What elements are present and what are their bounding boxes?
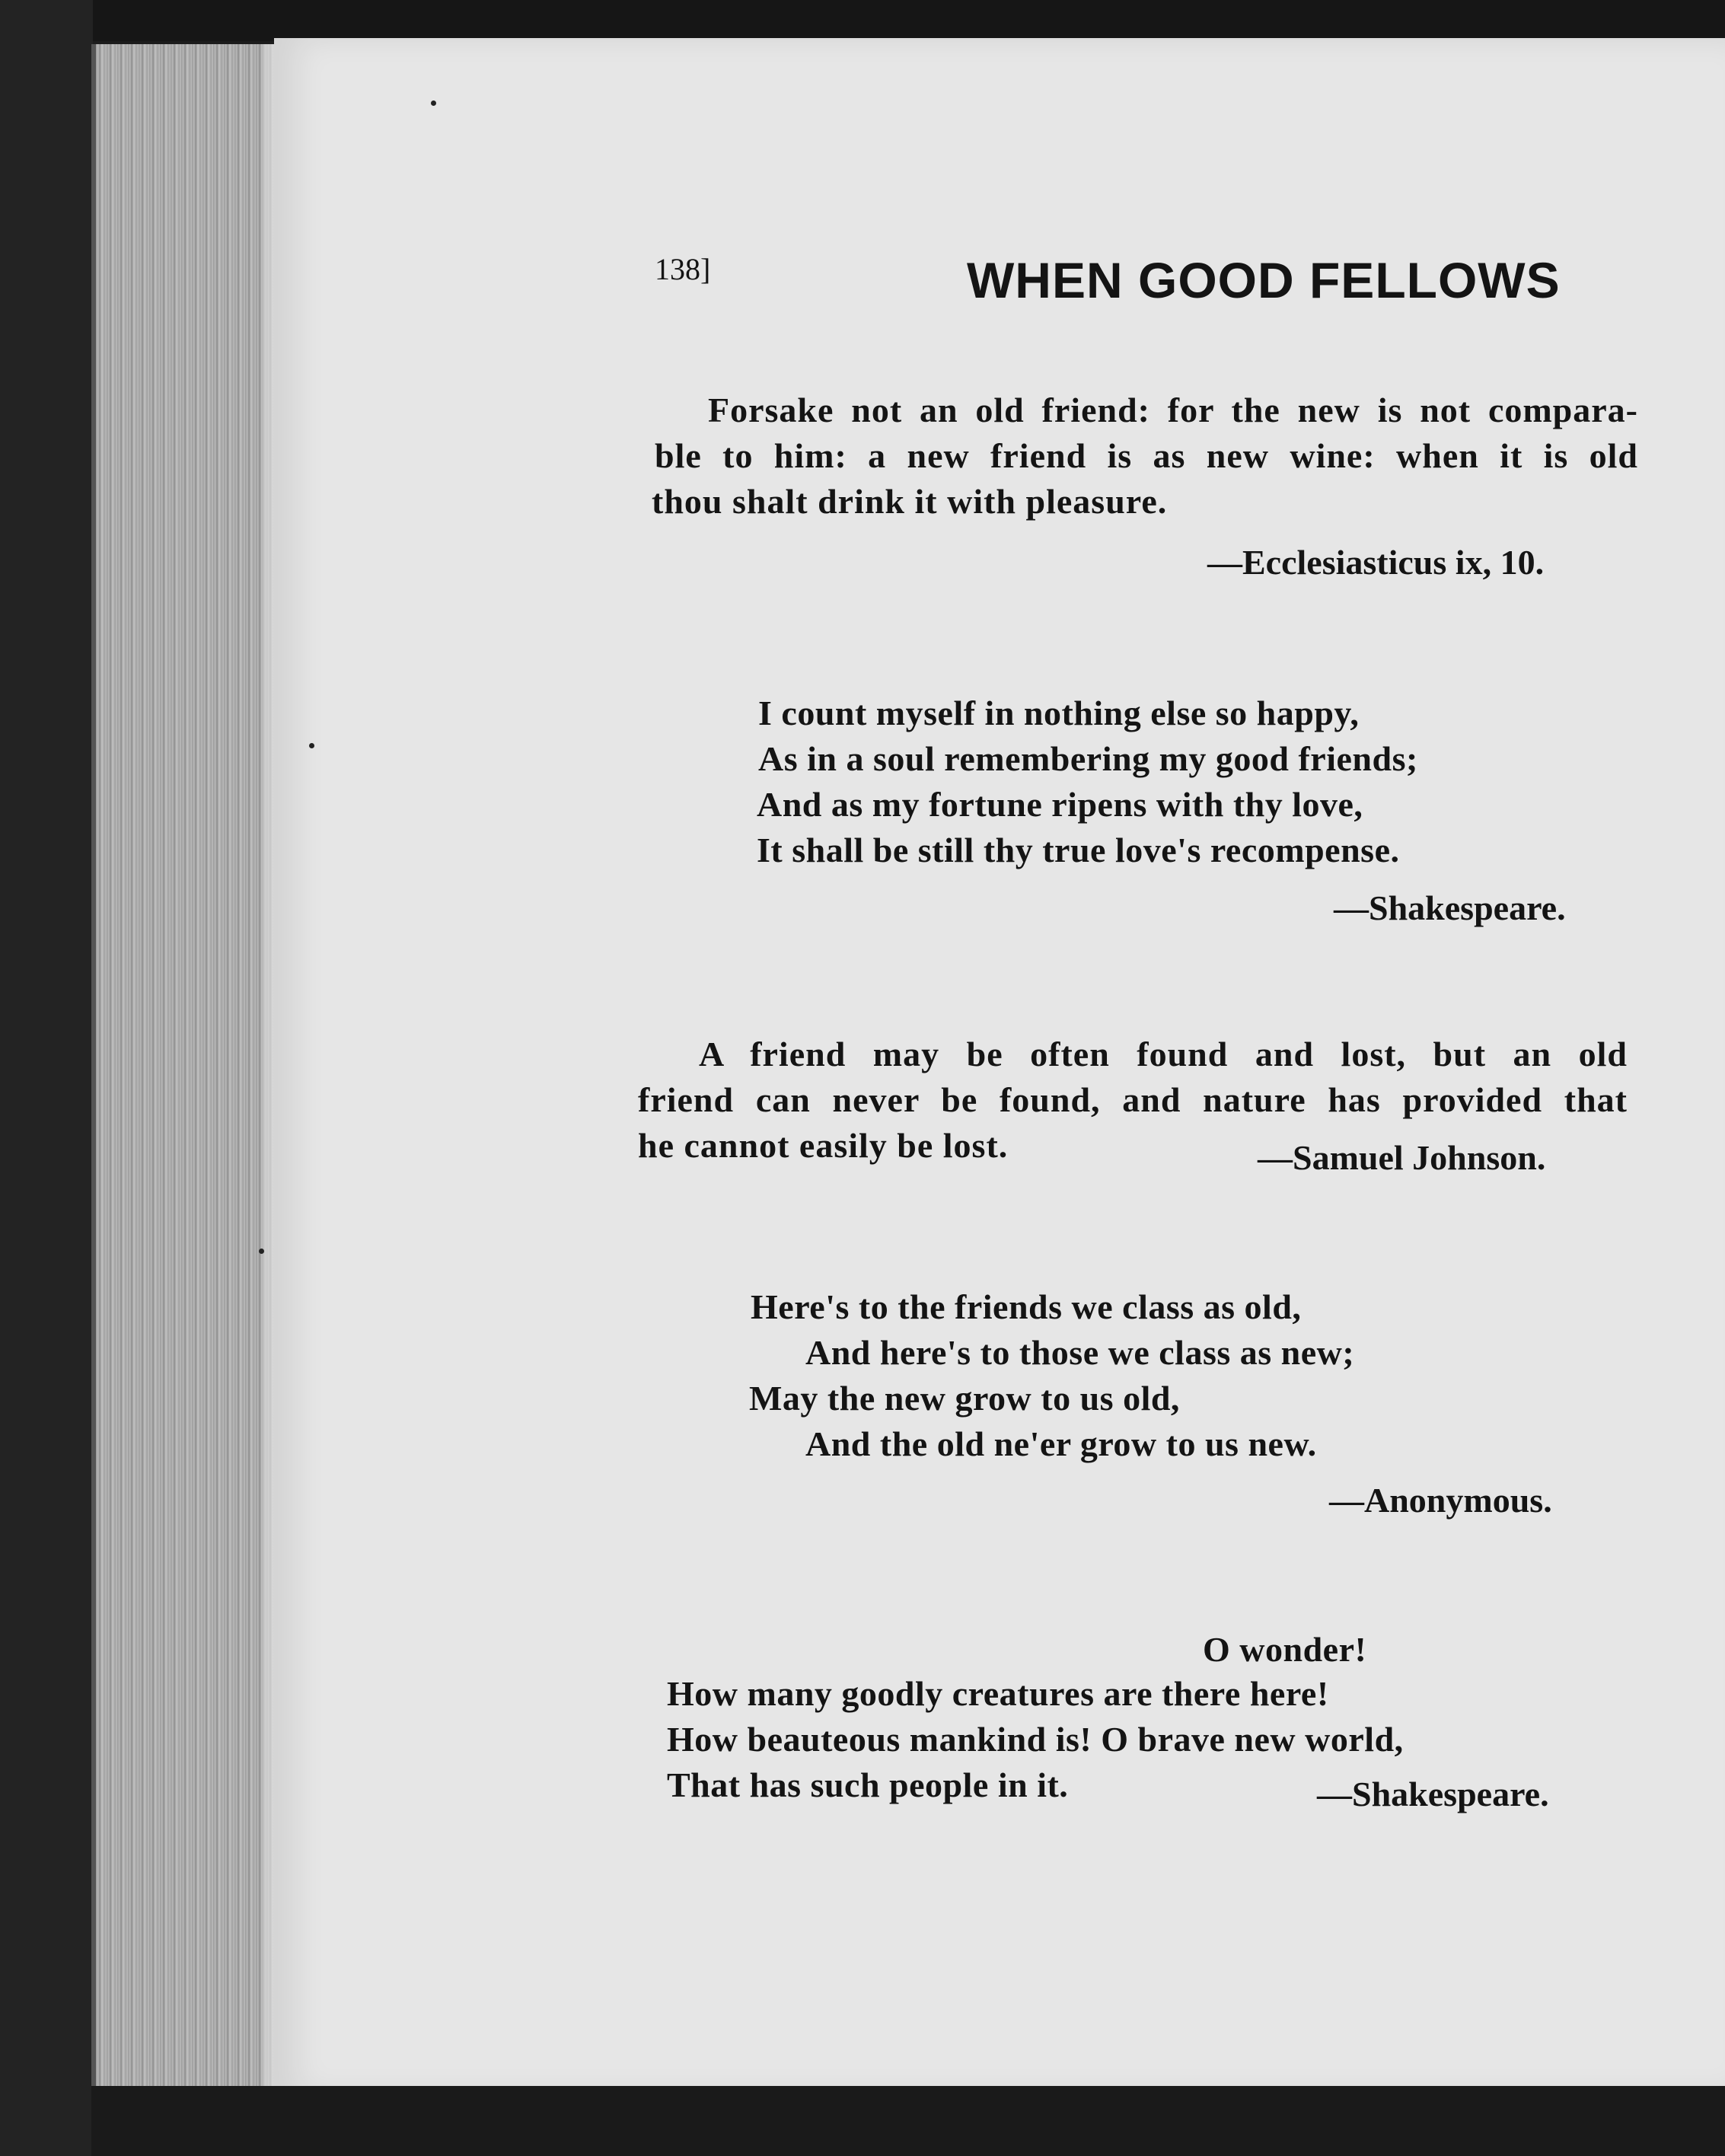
quote-attribution: —Shakespeare. <box>1317 1775 1549 1813</box>
scan-top-border <box>0 0 1725 41</box>
verse-line: May the new grow to us old, <box>749 1379 1180 1418</box>
page-number: 138] <box>655 252 711 286</box>
running-title: WHEN GOOD FELLOWS <box>967 252 1561 308</box>
verse-line: That has such people in it. <box>667 1765 1069 1804</box>
quote-line: A friend may be often found and lost, but an old <box>699 1035 1628 1073</box>
verse-line: Here's to the friends we class as old, <box>751 1287 1302 1326</box>
verse-line: How beauteous mankind is! O brave new world, <box>667 1720 1404 1759</box>
speck <box>309 743 314 748</box>
verse-line: It shall be still thy true love's recompense. <box>757 831 1400 869</box>
verse-line: And here's to those we class as new; <box>805 1333 1355 1372</box>
quote-line: he cannot easily be lost. <box>638 1126 1009 1165</box>
scan-left-border <box>0 0 93 2156</box>
scan-bottom-border <box>91 2086 1725 2156</box>
quote-line: ble to him: a new friend is as new wine: when it is old <box>655 436 1638 475</box>
speck <box>259 1249 264 1254</box>
verse-line: As in a soul remembering my good friends; <box>758 739 1418 778</box>
stacked-page-edges <box>91 44 294 2100</box>
quote-attribution: —Shakespeare. <box>1334 888 1566 927</box>
quote-line: Forsake not an old friend: for the new is not compara- <box>708 391 1638 429</box>
verse-line: I count myself in nothing else so happy, <box>758 694 1360 732</box>
quote-attribution: —Samuel Johnson. <box>1258 1138 1546 1177</box>
quote-line: thou shalt drink it with pleasure. <box>652 482 1168 521</box>
verse-line: And the old ne'er grow to us new. <box>805 1424 1317 1463</box>
quote-line: friend can never be found, and nature has provided that <box>638 1080 1628 1119</box>
quote-attribution: —Ecclesiasticus ix, 10. <box>1207 543 1545 582</box>
speck <box>431 100 436 106</box>
verse-line: How many goodly creatures are there here! <box>667 1674 1329 1713</box>
verse-line: And as my fortune ripens with thy love, <box>757 785 1363 824</box>
verse-line: O wonder! <box>1203 1630 1367 1669</box>
quote-attribution: —Anonymous. <box>1329 1481 1552 1520</box>
